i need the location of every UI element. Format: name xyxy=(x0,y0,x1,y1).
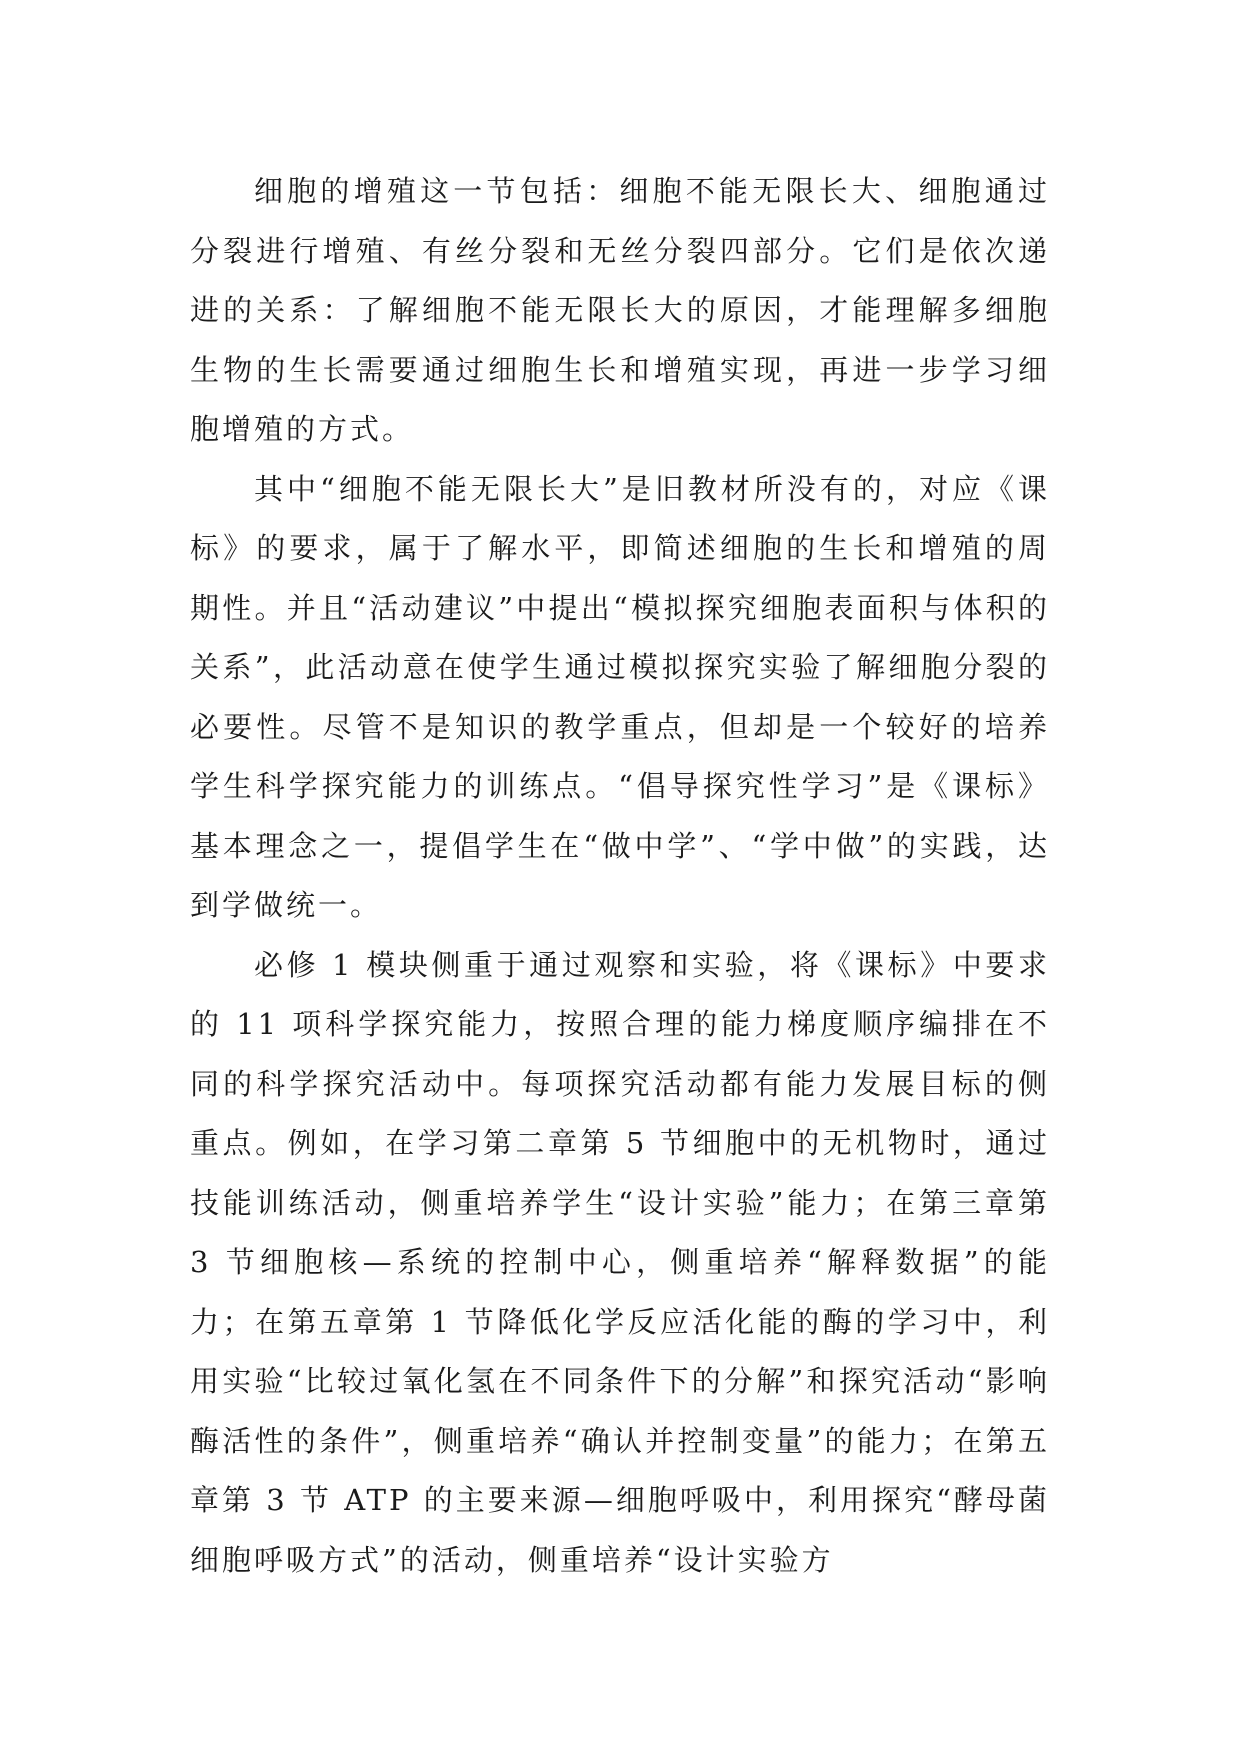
paragraph-inquiry-abilities: 必修 1 模块侧重于通过观察和实验，将《课标》中要求的 11 项科学探究能力，按照合理的能力梯度顺序编排在不同的科学探究活动中。每项探究活动都有能力发展目标的侧重点。例如，在学习第二章第 5 节细胞中的无机物时，通过技能训练活动，侧重培养学生“设计实验”能力；在第三章第 3 节细胞核—系统的控制中心，侧重培养“解释数据”的能力；在第五章第 1 节降低化学反应活化能的酶的学习中，利用实验“比较过氧化氢在不同条件下的分解”和探究活动“影响酶活性的条件”，侧重培养“确认并控制变量”的能力；在第五章第 3 节 ATP 的主要来源—细胞呼吸中，利用探究“酵母菌细胞呼吸方式”的活动，侧重培养“设计实验方 xyxy=(190,947,1050,1577)
paragraph-cell-proliferation-overview: 细胞的增殖这一节包括：细胞不能无限长大、细胞通过分裂进行增殖、有丝分裂和无丝分裂四部分。它们是依次递进的关系：了解细胞不能无限长大的原因，才能理解多细胞生物的生长需要通过细胞生长和增殖实现，再进一步学习细胞增殖的方式。 xyxy=(190,174,1050,446)
paragraph-cell-size-limit: 其中“细胞不能无限长大”是旧教材所没有的，对应《课标》的要求，属于了解水平，即简述细胞的生长和增殖的周期性。并且“活动建议”中提出“模拟探究细胞表面积与体积的关系”，此活动意在使学生通过模拟探究实验了解细胞分裂的必要性。尽管不是知识的教学重点，但却是一个较好的培养学生科学探究能力的训练点。“倡导探究性学习”是《课标》基本理念之一，提倡学生在“做中学”、“学中做”的实践，达到学做统一。 xyxy=(190,471,1050,922)
document-body xyxy=(190,162,1050,1590)
